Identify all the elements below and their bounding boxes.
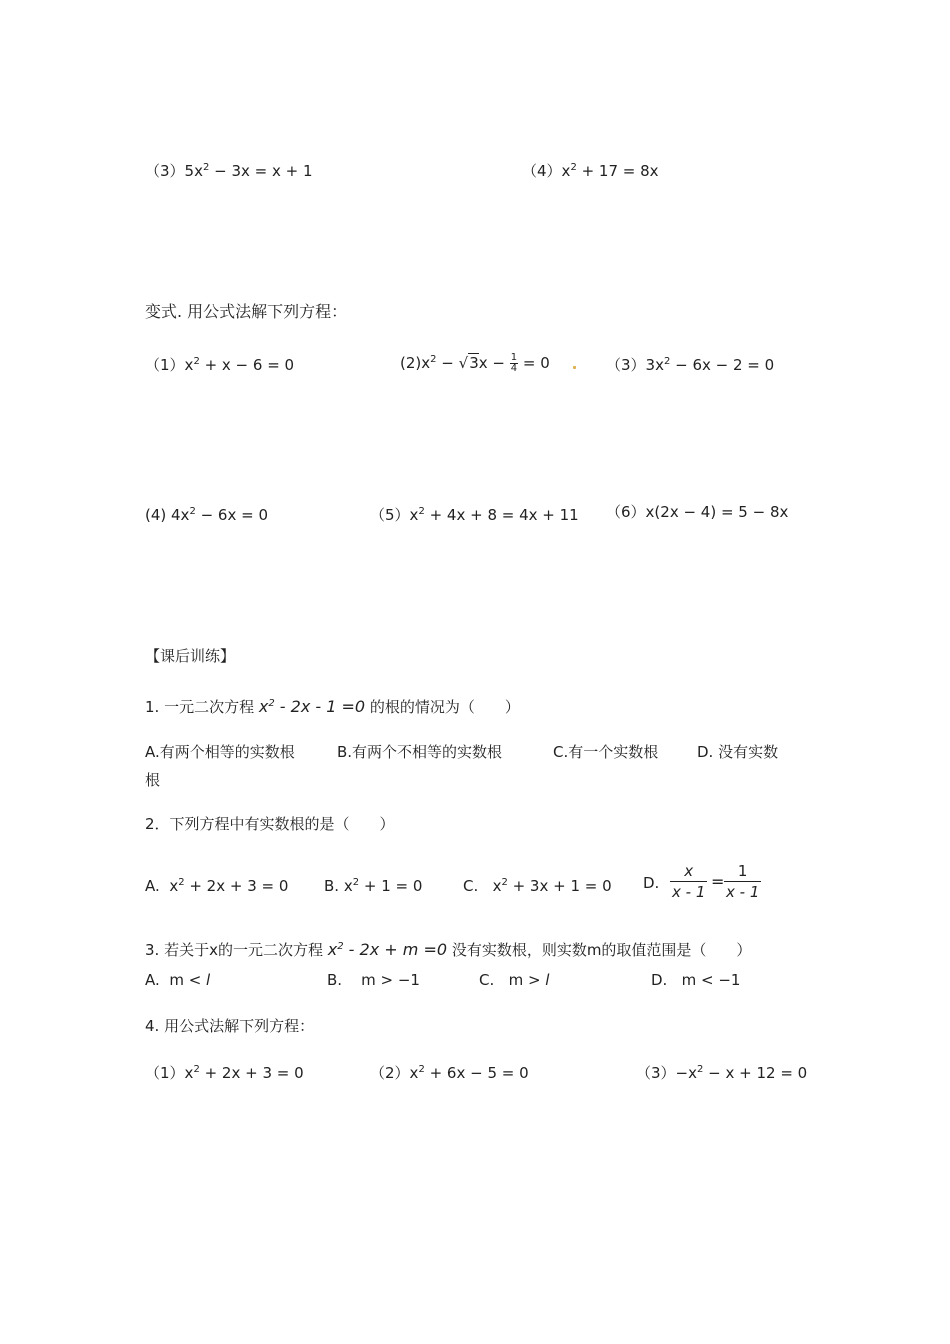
- equation: $5x^2 - 3x = x + 1$: [184, 162, 313, 180]
- q1-option-d: D. 没有实数: [697, 743, 779, 761]
- q3-option-a: [145, 970, 210, 990]
- question-text: 1. 一元二次方程: [145, 698, 255, 716]
- q3-option-d: [651, 970, 740, 990]
- equation: $4x^2 - 6x = 0$: [166, 506, 269, 524]
- q2-option-d-label: [643, 873, 659, 893]
- equation: $x^2 + 4x + 8 = 4x + 11$: [409, 506, 579, 524]
- q4-problem-2: [370, 1060, 529, 1083]
- problem-3: [145, 158, 313, 181]
- q4-problem-1: [145, 1060, 304, 1083]
- problem-label: （3）: [145, 162, 185, 180]
- variant-problem-1: [145, 352, 294, 375]
- equals-sign: =: [711, 872, 725, 891]
- equation: $-x^2 - x + 12 = 0$: [675, 1064, 808, 1082]
- q3-option-b: [327, 970, 420, 990]
- q3-option-c: [479, 970, 549, 990]
- problem-label: （5）: [370, 506, 410, 524]
- question-4-heading: 4. 用公式法解下列方程：: [145, 1017, 315, 1035]
- problem-4: [522, 158, 659, 181]
- q1-option-d-wrap: 根: [145, 771, 161, 789]
- option-label: C.: [479, 971, 495, 989]
- equation: $x^2 - √3x$ − $\frac{1}{4}$ = 0: [421, 352, 550, 374]
- equation: $x^2 + x - 6 = 0$: [184, 356, 295, 374]
- equation: x(2x − 4) = 5 − 8x: [645, 503, 789, 521]
- q4-problem-3: [636, 1060, 807, 1083]
- question-text: 的根的情况为（ ）: [369, 698, 520, 716]
- option-label: D.: [643, 874, 660, 892]
- inequality: m > −1: [361, 971, 420, 989]
- inequality: m < −1: [681, 971, 741, 989]
- problem-label: （4）: [522, 162, 562, 180]
- equation: $x^2 + 3x + 1 = 0$: [492, 877, 612, 895]
- homework-heading: 【课后训练】: [145, 647, 236, 665]
- problem-label: （3）: [606, 356, 646, 374]
- q2-option-b: [324, 873, 422, 896]
- problem-label: (2): [400, 354, 422, 372]
- question-text: 3. 若关于x的一元二次方程: [145, 941, 323, 959]
- option-label: A.: [145, 877, 160, 895]
- option-label: C.: [463, 877, 479, 895]
- problem-label: （3）: [636, 1064, 676, 1082]
- question-2: 2．下列方程中有实数根的是（ ）: [145, 815, 395, 833]
- variant-problem-2: [400, 350, 550, 374]
- equation: $x^2 + 17 = 8x$: [561, 162, 659, 180]
- option-label: A.: [145, 971, 160, 989]
- option-label: D.: [651, 971, 668, 989]
- variant-heading: 变式. 用公式法解下列方程：: [145, 302, 348, 321]
- question-3: [145, 937, 751, 960]
- equation: $x^2 + 2x + 3 = 0$: [184, 1064, 304, 1082]
- variant-problem-6: [606, 502, 788, 522]
- option-label: B.: [324, 877, 340, 895]
- option-label: B.: [327, 971, 343, 989]
- q1-option-a: A.有两个相等的实数根: [145, 743, 295, 761]
- equation: $3x^2 - 6x - 2 = 0$: [645, 356, 775, 374]
- variant-problem-5: [370, 502, 579, 525]
- problem-label: （1）: [145, 1064, 185, 1082]
- problem-label: （6）: [606, 503, 646, 521]
- inequality: m < l: [169, 971, 211, 989]
- q1-option-c: C.有一个实数根: [553, 743, 659, 761]
- q2-option-d-right-fraction: $\frac{1}{x - 1}$: [726, 862, 760, 901]
- q2-option-d-left-fraction: $\frac{x}{x - 1}$: [672, 862, 706, 901]
- equation: $x^2 + 2x + 3 = 0$: [169, 877, 289, 895]
- variant-problem-3: [606, 352, 774, 375]
- stray-dot: [573, 366, 576, 369]
- problem-label: (4): [145, 506, 167, 524]
- question-1: [145, 694, 520, 717]
- q2-option-a: [145, 873, 288, 896]
- equation: $x^2 + 1 = 0$: [343, 877, 423, 895]
- inequality: m > l: [508, 971, 550, 989]
- problem-label: （2）: [370, 1064, 410, 1082]
- variant-problem-4: [145, 502, 268, 525]
- problem-label: （1）: [145, 356, 185, 374]
- equation: $x^2 - 2x - 1 =0$: [258, 697, 366, 716]
- q2-option-c: [463, 873, 612, 896]
- question-text: 没有实数根，则实数m的取值范围是（ ）: [451, 941, 752, 959]
- equation: $x^2 + 6x - 5 = 0$: [409, 1064, 529, 1082]
- q1-option-b: B.有两个不相等的实数根: [337, 743, 503, 761]
- equation: $x^2 - 2x + m =0$: [327, 940, 448, 959]
